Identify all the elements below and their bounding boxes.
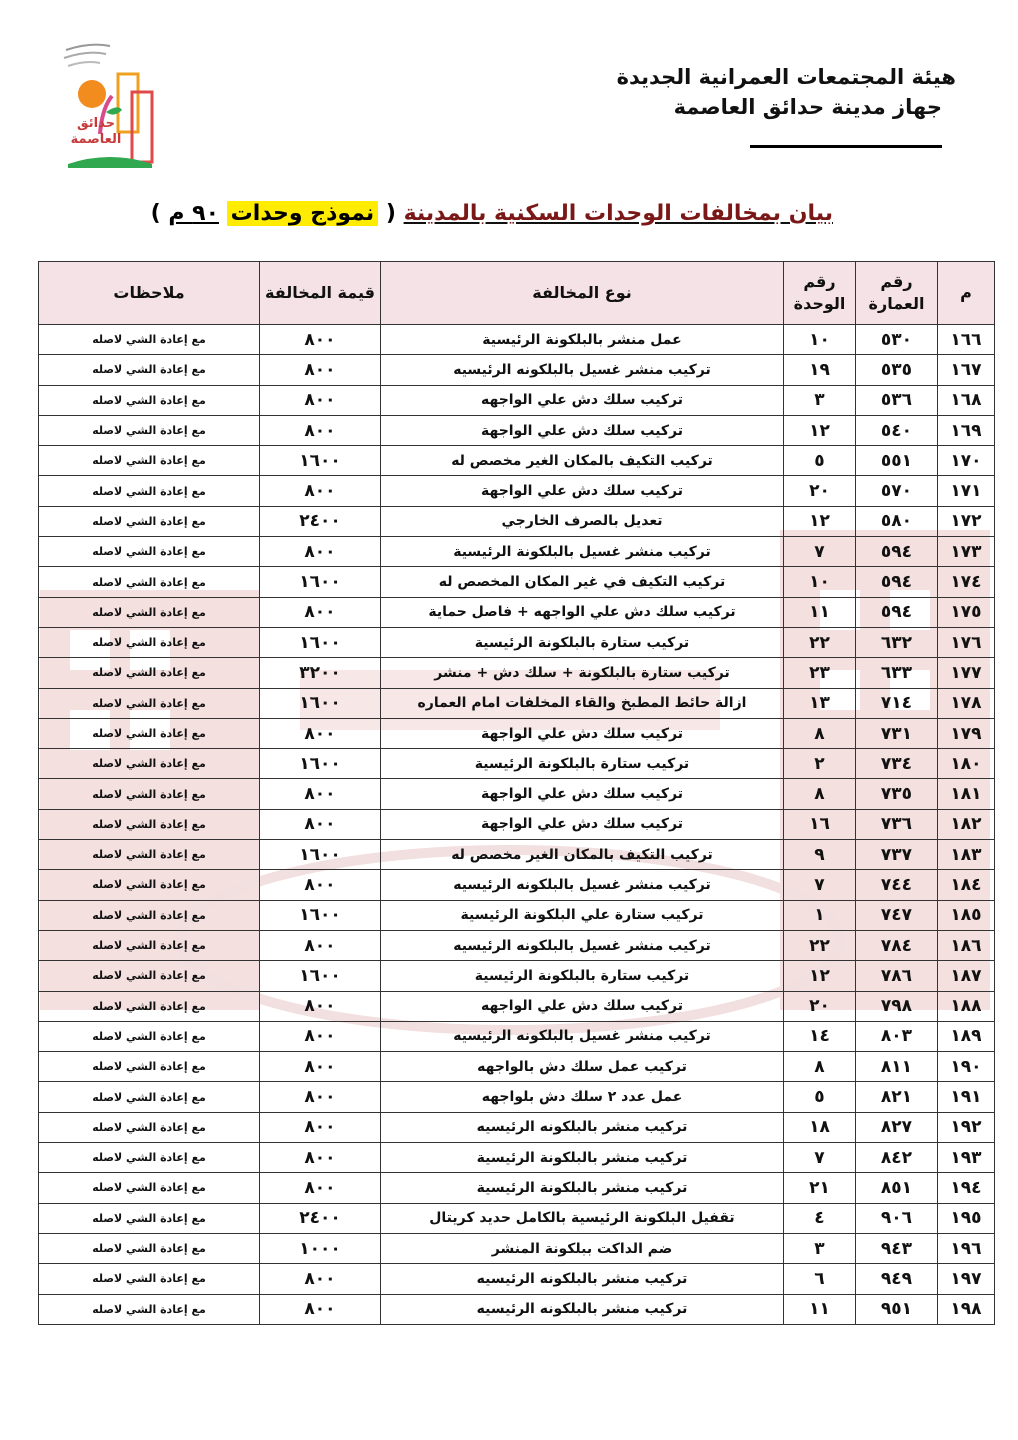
row-note: مع إعادة الشي لاصله [39, 355, 260, 385]
building-number: ٥٧٠ [856, 476, 938, 506]
building-number: ٦٣٢ [856, 627, 938, 657]
row-index: ١٨٣ [938, 840, 995, 870]
violation-type: تركيب ستارة بالبلكونة الرئيسية [381, 627, 784, 657]
violation-type: عمل عدد ٢ سلك دش بلواجهه [381, 1082, 784, 1112]
row-index: ١٦٧ [938, 355, 995, 385]
building-number: ٧٣٤ [856, 749, 938, 779]
building-number: ٩٤٩ [856, 1264, 938, 1294]
row-index: ١٧٨ [938, 688, 995, 718]
city-logo-graphic [60, 38, 160, 168]
row-note: مع إعادة الشي لاصله [39, 779, 260, 809]
building-number: ٨٢١ [856, 1082, 938, 1112]
building-number: ٧٤٧ [856, 900, 938, 930]
violations-table-container [38, 261, 994, 1325]
building-number: ٨٥١ [856, 1173, 938, 1203]
violation-value: ٨٠٠ [260, 809, 381, 839]
violation-type: تركيب ستارة بالبلكونة + سلك دش + منشر [381, 658, 784, 688]
building-number: ٧٣٥ [856, 779, 938, 809]
table-body [39, 325, 995, 1325]
row-note: مع إعادة الشي لاصله [39, 325, 260, 355]
violation-type: تركيب سلك دش علي الواجهة [381, 718, 784, 748]
row-index: ١٦٩ [938, 415, 995, 445]
row-index: ١٩٤ [938, 1173, 995, 1203]
violation-type: تركيب التكيف بالمكان الغير مخصص له [381, 446, 784, 476]
building-number: ٨٠٣ [856, 1021, 938, 1051]
row-index: ١٨٧ [938, 961, 995, 991]
unit-number: ٢١ [784, 1173, 856, 1203]
row-index: ١٨٩ [938, 1021, 995, 1051]
violation-type: تركيب منشر غسيل بالبلكونة الرئيسية [381, 537, 784, 567]
row-note: مع إعادة الشي لاصله [39, 688, 260, 718]
header-type: نوع المخالفة [381, 262, 784, 325]
row-note: مع إعادة الشي لاصله [39, 658, 260, 688]
violation-type: تركيب منشر بالبلكونة الرئيسية [381, 1143, 784, 1173]
violation-type: تركيب ستارة بالبلكونة الرئيسية [381, 749, 784, 779]
violation-type: ازالة حائط المطبخ والقاء المخلفات امام العماره [381, 688, 784, 718]
logo-text-line2: العاصمة [70, 132, 122, 147]
header-notes: ملاحظات [39, 262, 260, 325]
row-note: مع إعادة الشي لاصله [39, 991, 260, 1021]
row-note: مع إعادة الشي لاصله [39, 749, 260, 779]
violation-value: ٨٠٠ [260, 718, 381, 748]
row-note: مع إعادة الشي لاصله [39, 961, 260, 991]
violation-type: تركيب ستارة بالبلكونة الرئيسية [381, 961, 784, 991]
unit-number: ٤ [784, 1203, 856, 1233]
title-open-paren: ( [385, 201, 396, 226]
row-index: ١٨٥ [938, 900, 995, 930]
violation-value: ٨٠٠ [260, 1143, 381, 1173]
building-number: ٧٩٨ [856, 991, 938, 1021]
violation-value: ١٦٠٠ [260, 840, 381, 870]
violation-type: تركيب سلك دش علي الواجهة [381, 809, 784, 839]
row-note: مع إعادة الشي لاصله [39, 1143, 260, 1173]
unit-number: ١٠ [784, 567, 856, 597]
row-index: ١٧٤ [938, 567, 995, 597]
row-note: مع إعادة الشي لاصله [39, 1082, 260, 1112]
row-index: ١٨١ [938, 779, 995, 809]
building-number: ٥٩٤ [856, 567, 938, 597]
building-number: ٥٣٠ [856, 325, 938, 355]
building-number: ٥٣٦ [856, 385, 938, 415]
title-rest: ٩٠ م [168, 201, 219, 226]
building-number: ٧٨٦ [856, 961, 938, 991]
unit-number: ٨ [784, 1052, 856, 1082]
city-logo [60, 38, 160, 168]
violation-value: ١٠٠٠ [260, 1233, 381, 1263]
row-index: ١٨٨ [938, 991, 995, 1021]
table-row [39, 688, 995, 718]
row-note: مع إعادة الشي لاصله [39, 1203, 260, 1233]
row-note: مع إعادة الشي لاصله [39, 870, 260, 900]
violation-value: ٨٠٠ [260, 597, 381, 627]
organization-header [556, 62, 956, 122]
row-index: ١٩٣ [938, 1143, 995, 1173]
building-number: ٥٩٤ [856, 537, 938, 567]
violation-type: تركيب منشر غسيل بالبلكونه الرئيسيه [381, 1021, 784, 1051]
unit-number: ٧ [784, 1143, 856, 1173]
title-main: بيان بمخالفات الوحدات السكنية بالمدينة [403, 201, 833, 226]
unit-number: ٨ [784, 718, 856, 748]
row-note: مع إعادة الشي لاصله [39, 415, 260, 445]
violation-type: تركيب سلك دش علي الواجهة [381, 415, 784, 445]
row-note: مع إعادة الشي لاصله [39, 1233, 260, 1263]
row-note: مع إعادة الشي لاصله [39, 840, 260, 870]
table-row [39, 415, 995, 445]
unit-number: ١ [784, 900, 856, 930]
table-row [39, 749, 995, 779]
violation-value: ١٦٠٠ [260, 961, 381, 991]
unit-number: ١١ [784, 597, 856, 627]
unit-number: ٢٢ [784, 627, 856, 657]
table-header [39, 262, 995, 325]
row-index: ١٩٦ [938, 1233, 995, 1263]
unit-number: ١٠ [784, 325, 856, 355]
row-index: ١٦٨ [938, 385, 995, 415]
row-note: مع إعادة الشي لاصله [39, 597, 260, 627]
unit-number: ١٤ [784, 1021, 856, 1051]
table-row [39, 991, 995, 1021]
unit-number: ٢ [784, 749, 856, 779]
row-note: مع إعادة الشي لاصله [39, 446, 260, 476]
unit-number: ٧ [784, 537, 856, 567]
violation-value: ٨٠٠ [260, 930, 381, 960]
building-number: ٨١١ [856, 1052, 938, 1082]
row-index: ١٩٠ [938, 1052, 995, 1082]
unit-number: ١٢ [784, 961, 856, 991]
table-row [39, 355, 995, 385]
row-note: مع إعادة الشي لاصله [39, 476, 260, 506]
violation-value: ٨٠٠ [260, 1294, 381, 1324]
building-number: ٥٥١ [856, 446, 938, 476]
building-number: ٧٣٦ [856, 809, 938, 839]
table-row [39, 627, 995, 657]
header-index: م [938, 262, 995, 325]
violation-type: تركيب منشر بالبلكونة الرئيسية [381, 1173, 784, 1203]
building-number: ٥٨٠ [856, 506, 938, 536]
row-note: مع إعادة الشي لاصله [39, 718, 260, 748]
violation-type: تركيب منشر بالبلكونه الرئيسيه [381, 1112, 784, 1142]
unit-number: ١٩ [784, 355, 856, 385]
violation-type: تركيب سلك دش علي الواجهه [381, 991, 784, 1021]
row-index: ١٨٤ [938, 870, 995, 900]
row-note: مع إعادة الشي لاصله [39, 537, 260, 567]
violation-value: ٨٠٠ [260, 1021, 381, 1051]
header-value: قيمة المخالفة [260, 262, 381, 325]
unit-number: ٢٠ [784, 991, 856, 1021]
row-index: ١٧٩ [938, 718, 995, 748]
table-row [39, 1233, 995, 1263]
row-note: مع إعادة الشي لاصله [39, 1173, 260, 1203]
violation-type: تركيب سلك دش علي الواجهة [381, 476, 784, 506]
violation-value: ٨٠٠ [260, 476, 381, 506]
row-note: مع إعادة الشي لاصله [39, 809, 260, 839]
table-row [39, 1112, 995, 1142]
table-row [39, 446, 995, 476]
violation-value: ٣٢٠٠ [260, 658, 381, 688]
table-row [39, 840, 995, 870]
violation-type: تركيب منشر غسيل بالبلكونه الرئيسيه [381, 930, 784, 960]
row-note: مع إعادة الشي لاصله [39, 900, 260, 930]
title-highlight: نموذج وحدات [227, 201, 379, 226]
table-header-row [39, 262, 995, 325]
violation-value: ١٦٠٠ [260, 688, 381, 718]
building-number: ٧٣١ [856, 718, 938, 748]
table-row [39, 779, 995, 809]
unit-number: ٣ [784, 1233, 856, 1263]
table-row [39, 597, 995, 627]
row-index: ١٨٢ [938, 809, 995, 839]
building-number: ٧٣٧ [856, 840, 938, 870]
violation-type: تركيب سلك دش علي الواجهه + فاصل حماية [381, 597, 784, 627]
row-index: ١٩٨ [938, 1294, 995, 1324]
table-row [39, 930, 995, 960]
row-index: ١٧٠ [938, 446, 995, 476]
violation-value: ٨٠٠ [260, 1264, 381, 1294]
row-index: ١٨٦ [938, 930, 995, 960]
violation-value: ٨٠٠ [260, 870, 381, 900]
row-note: مع إعادة الشي لاصله [39, 567, 260, 597]
table-row [39, 870, 995, 900]
building-number: ٧١٤ [856, 688, 938, 718]
header-unit: رقم الوحدة [784, 262, 856, 325]
unit-number: ٨ [784, 779, 856, 809]
row-note: مع إعادة الشي لاصله [39, 1264, 260, 1294]
building-number: ٨٤٢ [856, 1143, 938, 1173]
violation-value: ٢٤٠٠ [260, 1203, 381, 1233]
violation-value: ٨٠٠ [260, 1082, 381, 1112]
table-row [39, 1082, 995, 1112]
unit-number: ١٢ [784, 506, 856, 536]
table-row [39, 1021, 995, 1051]
unit-number: ٥ [784, 446, 856, 476]
building-number: ٦٣٣ [856, 658, 938, 688]
table-row [39, 537, 995, 567]
unit-number: ١٣ [784, 688, 856, 718]
row-index: ١٧٣ [938, 537, 995, 567]
row-index: ١٩٢ [938, 1112, 995, 1142]
row-index: ١٩٧ [938, 1264, 995, 1294]
unit-number: ١٦ [784, 809, 856, 839]
row-index: ١٩١ [938, 1082, 995, 1112]
title-close-paren: ) [150, 201, 161, 226]
building-number: ٩٤٣ [856, 1233, 938, 1263]
unit-number: ١٨ [784, 1112, 856, 1142]
building-number: ٥٤٠ [856, 415, 938, 445]
table-row [39, 1052, 995, 1082]
header-building: رقم العمارة [856, 262, 938, 325]
row-index: ١٩٥ [938, 1203, 995, 1233]
violation-type: تركيب التكيف في غير المكان المخصص له [381, 567, 784, 597]
violations-table [38, 261, 995, 1325]
table-row [39, 1264, 995, 1294]
table-row [39, 506, 995, 536]
violation-value: ٨٠٠ [260, 385, 381, 415]
table-row [39, 658, 995, 688]
unit-number: ٦ [784, 1264, 856, 1294]
violation-type: تقفيل البلكونة الرئيسية بالكامل حديد كريتال [381, 1203, 784, 1233]
violation-value: ٨٠٠ [260, 1112, 381, 1142]
logo-text-line1: حدائق [77, 116, 115, 131]
org-name: هيئة المجتمعات العمرانية الجديدة [616, 65, 956, 89]
violation-type: تركيب سلك دش علي الواجهه [381, 385, 784, 415]
row-index: ١٦٦ [938, 325, 995, 355]
document-title [150, 194, 833, 234]
table-row [39, 325, 995, 355]
violation-type: تركيب منشر غسيل بالبلكونه الرئيسيه [381, 355, 784, 385]
unit-number: ٢٣ [784, 658, 856, 688]
violation-type: عمل منشر بالبلكونة الرئيسية [381, 325, 784, 355]
row-note: مع إعادة الشي لاصله [39, 506, 260, 536]
violation-value: ١٦٠٠ [260, 627, 381, 657]
violation-value: ١٦٠٠ [260, 567, 381, 597]
row-index: ١٨٠ [938, 749, 995, 779]
building-number: ٧٨٤ [856, 930, 938, 960]
row-note: مع إعادة الشي لاصله [39, 1021, 260, 1051]
building-number: ٨٢٧ [856, 1112, 938, 1142]
unit-number: ٧ [784, 870, 856, 900]
building-number: ٥٣٥ [856, 355, 938, 385]
unit-number: ٢٢ [784, 930, 856, 960]
row-note: مع إعادة الشي لاصله [39, 385, 260, 415]
table-row [39, 385, 995, 415]
unit-number: ٣ [784, 385, 856, 415]
violation-value: ٨٠٠ [260, 325, 381, 355]
violation-type: ضم الداكت ببلكونة المنشر [381, 1233, 784, 1263]
violation-value: ٨٠٠ [260, 355, 381, 385]
violation-value: ٨٠٠ [260, 991, 381, 1021]
violation-value: ٨٠٠ [260, 1052, 381, 1082]
row-note: مع إعادة الشي لاصله [39, 1052, 260, 1082]
violation-value: ٨٠٠ [260, 415, 381, 445]
violation-type: تركيب منشر بالبلكونه الرئيسيه [381, 1264, 784, 1294]
header-divider [750, 145, 942, 148]
violation-value: ١٦٠٠ [260, 749, 381, 779]
building-number: ٩٠٦ [856, 1203, 938, 1233]
violation-type: تركيب منشر بالبلكونه الرئيسيه [381, 1294, 784, 1324]
table-row [39, 809, 995, 839]
unit-number: ٥ [784, 1082, 856, 1112]
row-index: ١٧١ [938, 476, 995, 506]
violation-value: ١٦٠٠ [260, 446, 381, 476]
violation-type: تركيب سلك دش علي الواجهة [381, 779, 784, 809]
org-department: جهاز مدينة حدائق العاصمة [673, 95, 942, 119]
violation-type: تركيب التكيف بالمكان الغير مخصص له [381, 840, 784, 870]
building-number: ٧٤٤ [856, 870, 938, 900]
table-row [39, 567, 995, 597]
building-number: ٩٥١ [856, 1294, 938, 1324]
unit-number: ٢٠ [784, 476, 856, 506]
row-index: ١٧٥ [938, 597, 995, 627]
row-index: ١٧٢ [938, 506, 995, 536]
row-note: مع إعادة الشي لاصله [39, 930, 260, 960]
table-row [39, 476, 995, 506]
table-row [39, 1173, 995, 1203]
violation-value: ٢٤٠٠ [260, 506, 381, 536]
row-note: مع إعادة الشي لاصله [39, 627, 260, 657]
row-note: مع إعادة الشي لاصله [39, 1294, 260, 1324]
row-note: مع إعادة الشي لاصله [39, 1112, 260, 1142]
unit-number: ٩ [784, 840, 856, 870]
row-index: ١٧٦ [938, 627, 995, 657]
unit-number: ١٢ [784, 415, 856, 445]
violation-value: ١٦٠٠ [260, 900, 381, 930]
violation-value: ٨٠٠ [260, 537, 381, 567]
table-row [39, 961, 995, 991]
building-number: ٥٩٤ [856, 597, 938, 627]
table-row [39, 1294, 995, 1324]
violation-value: ٨٠٠ [260, 779, 381, 809]
violation-type: تركيب عمل سلك دش بالواجهه [381, 1052, 784, 1082]
table-row [39, 1143, 995, 1173]
violation-type: تركيب ستارة علي البلكونة الرئيسية [381, 900, 784, 930]
table-row [39, 900, 995, 930]
violation-type: تعديل بالصرف الخارجي [381, 506, 784, 536]
violation-value: ٨٠٠ [260, 1173, 381, 1203]
logo-text [66, 116, 126, 148]
violation-type: تركيب منشر غسيل بالبلكونه الرئيسيه [381, 870, 784, 900]
unit-number: ١١ [784, 1294, 856, 1324]
row-index: ١٧٧ [938, 658, 995, 688]
table-row [39, 718, 995, 748]
table-row [39, 1203, 995, 1233]
